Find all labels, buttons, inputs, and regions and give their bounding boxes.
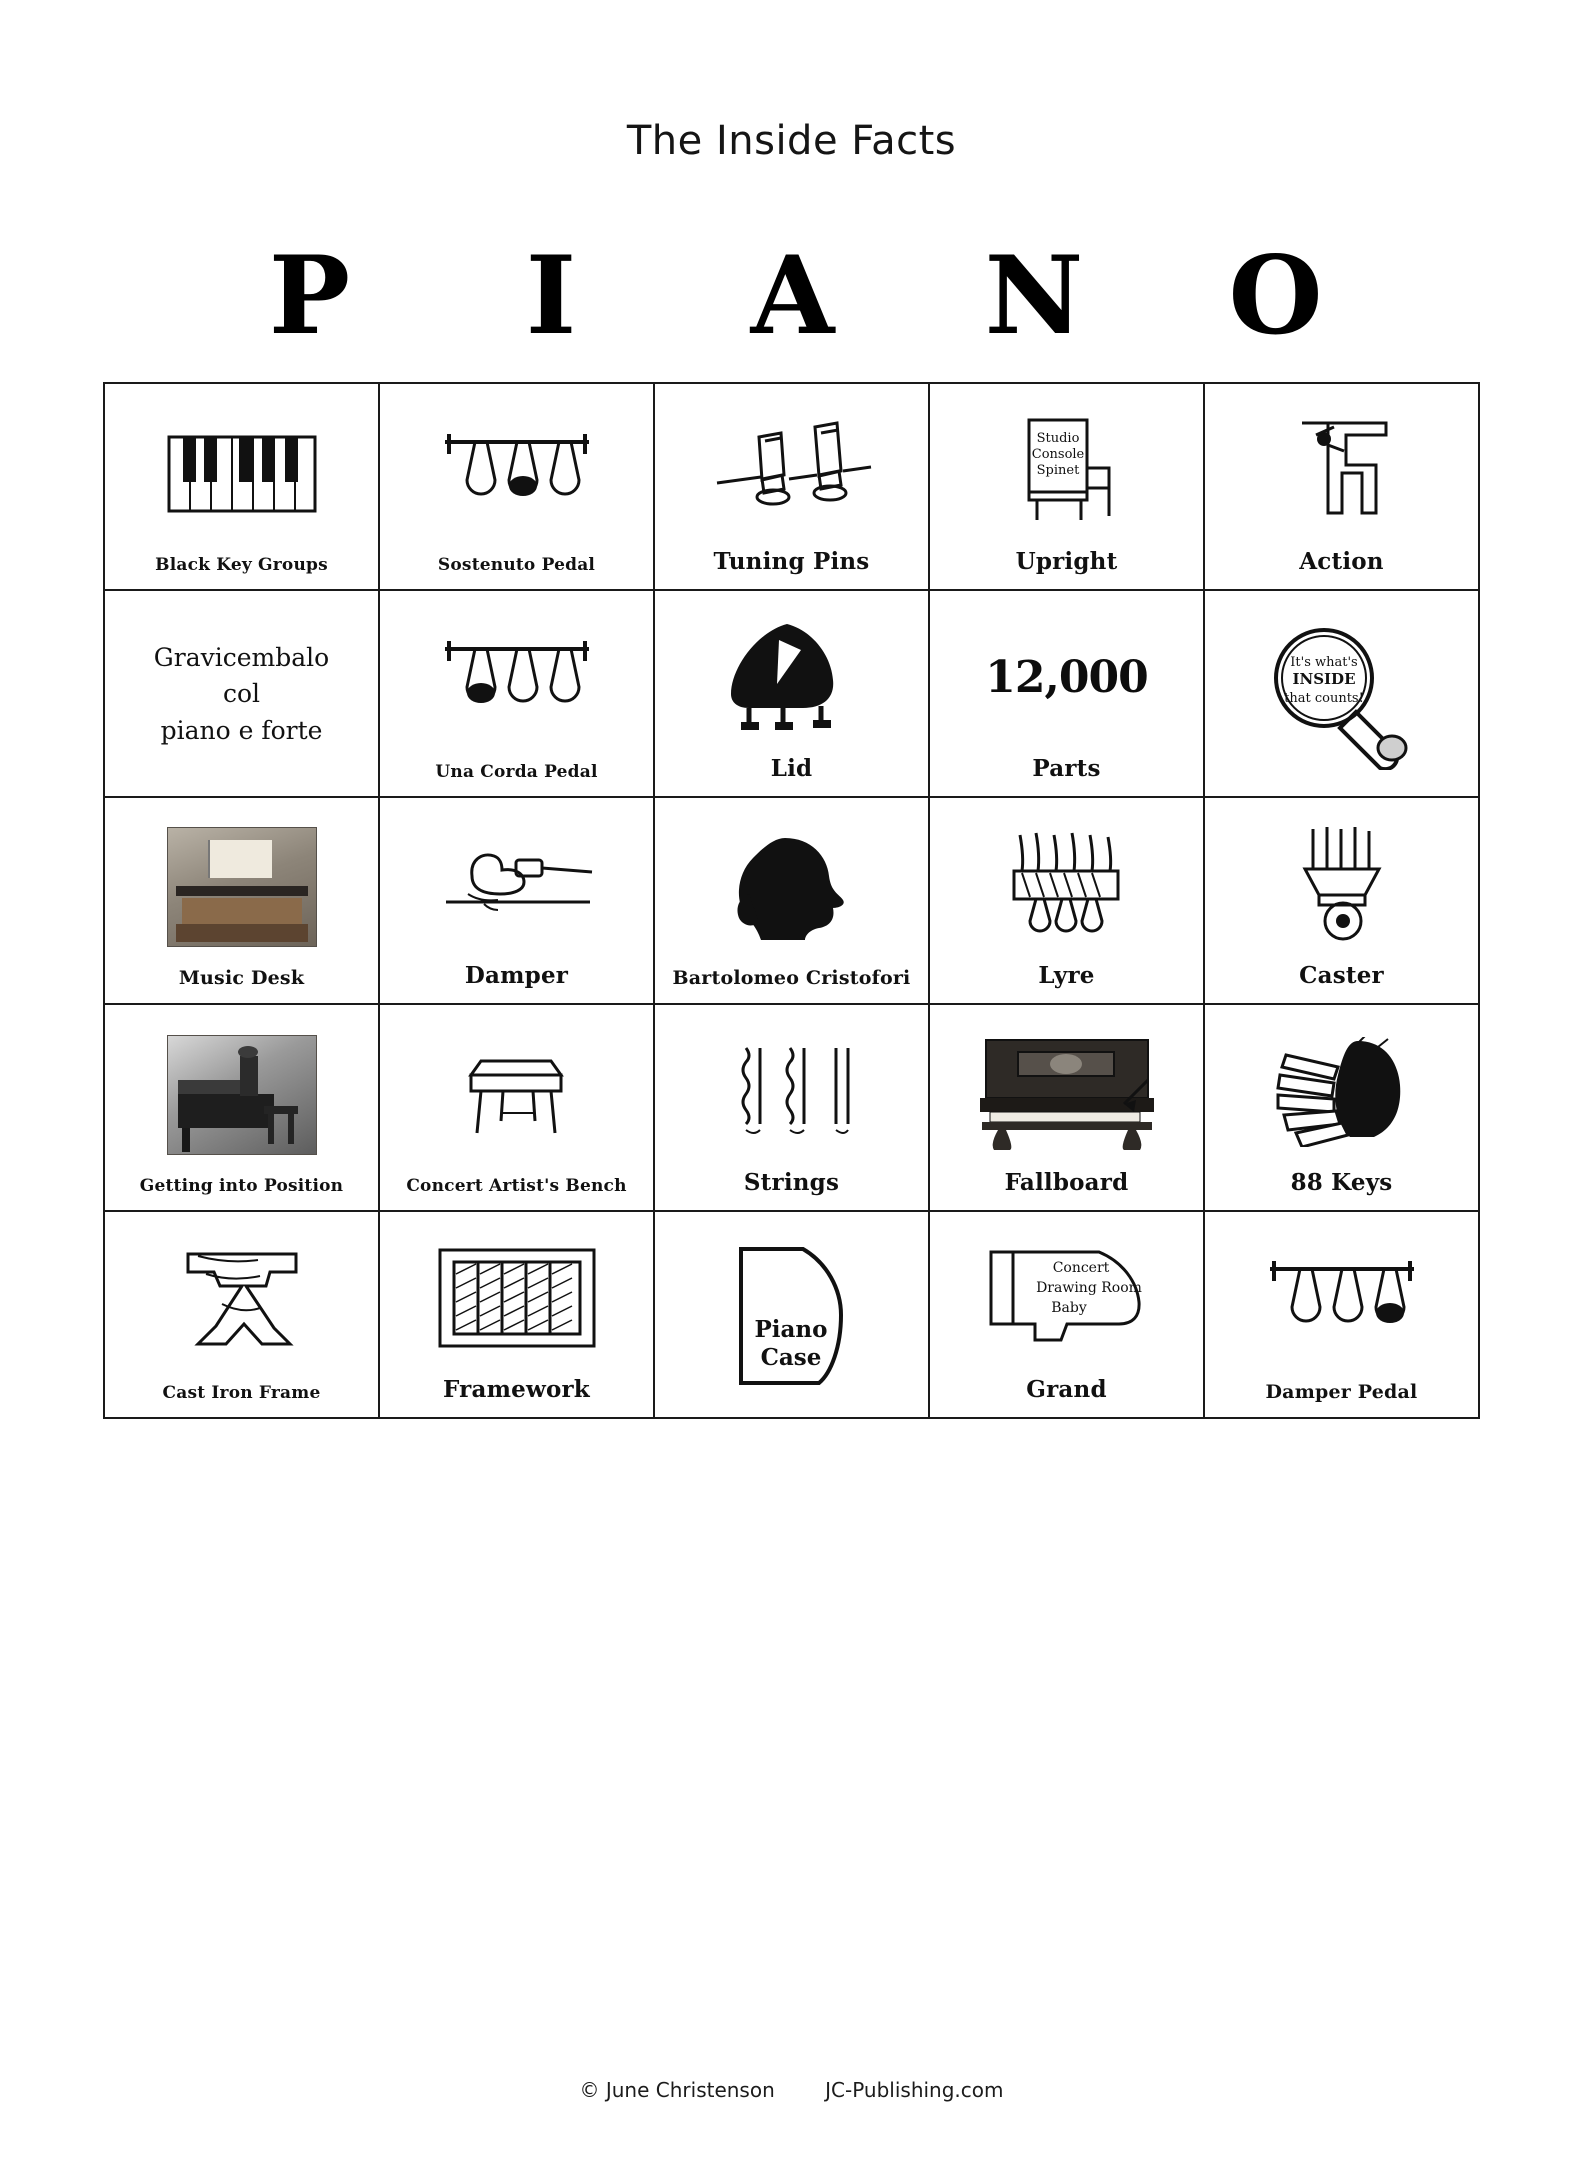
bingo-letter-n: N xyxy=(984,233,1082,359)
cell-label: Getting into Position xyxy=(139,1175,344,1196)
parts-number: 12,000 xyxy=(985,651,1148,703)
cell-label: Action xyxy=(1299,547,1384,575)
cell-label: Grand xyxy=(1026,1375,1107,1403)
grid-cell[interactable] xyxy=(380,1005,655,1212)
cell-label: Upright xyxy=(1015,547,1118,575)
lyre-icon xyxy=(936,808,1197,962)
svg-text:that counts!: that counts! xyxy=(1283,690,1364,706)
bingo-grid xyxy=(103,382,1480,1419)
grid-cell[interactable] xyxy=(655,798,930,1005)
grid-cell[interactable] xyxy=(105,1005,380,1212)
cast-iron-frame-icon xyxy=(111,1222,372,1383)
svg-text:Drawing Room: Drawing Room xyxy=(1035,1279,1142,1296)
grid-cell[interactable] xyxy=(105,591,380,798)
gravicembalo-line-1: Gravicembalo xyxy=(153,643,330,673)
cell-label: Sostenuto Pedal xyxy=(437,554,596,575)
cell-label: Cast Iron Frame xyxy=(162,1382,321,1403)
bench-icon xyxy=(386,1015,647,1176)
three-pedals-right-icon xyxy=(1211,1222,1472,1381)
bingo-word-row xyxy=(192,233,1392,359)
cell-label: Tuning Pins xyxy=(713,547,870,575)
framework-icon xyxy=(386,1222,647,1376)
grid-cell[interactable] xyxy=(930,798,1205,1005)
upright-piano-photo xyxy=(936,1015,1197,1169)
magnifying-glass-icon xyxy=(1211,601,1472,788)
grid-cell[interactable] xyxy=(930,384,1205,591)
damper-icon xyxy=(386,808,647,962)
three-pedals-left-icon xyxy=(386,601,647,762)
svg-text:It's what's: It's what's xyxy=(1289,654,1358,670)
grid-cell[interactable] xyxy=(655,591,930,798)
grid-cell[interactable] xyxy=(380,1212,655,1419)
photo-frame xyxy=(167,827,317,947)
grand-outline-icon xyxy=(936,1222,1197,1376)
gravicembalo-line-2: col xyxy=(222,679,261,709)
cell-label: Lyre xyxy=(1038,961,1095,989)
piano-action-icon xyxy=(1211,394,1472,548)
grid-cell[interactable] xyxy=(105,1212,380,1419)
grid-cell[interactable] xyxy=(655,384,930,591)
grid-cell[interactable] xyxy=(930,1005,1205,1212)
cell-label: Concert Artist's Bench xyxy=(406,1175,627,1196)
parts-count xyxy=(936,601,1197,755)
cell-label: Framework xyxy=(443,1375,590,1403)
cell-label: Damper Pedal xyxy=(1265,1380,1418,1403)
svg-text:Case: Case xyxy=(760,1343,821,1371)
photo-frame xyxy=(167,1035,317,1155)
bingo-letter-o: O xyxy=(1228,233,1321,359)
grid-cell[interactable] xyxy=(105,798,380,1005)
three-pedals-middle-icon xyxy=(386,394,647,555)
cell-label: Black Key Groups xyxy=(155,554,328,575)
cell-label: Una Corda Pedal xyxy=(435,761,598,782)
bingo-letter-p: P xyxy=(268,233,349,359)
cell-label: Caster xyxy=(1299,961,1384,989)
grid-cell[interactable] xyxy=(380,384,655,591)
svg-text:Studio: Studio xyxy=(1036,430,1079,446)
grid-cell[interactable] xyxy=(1205,1005,1480,1212)
pianist-seated-photo xyxy=(111,1015,372,1176)
copyright-text: © June Christenson xyxy=(579,2078,775,2102)
svg-text:Piano: Piano xyxy=(754,1315,827,1343)
bingo-letter-i: I xyxy=(525,233,575,359)
grid-cell[interactable] xyxy=(930,1212,1205,1419)
keys-fan-icon xyxy=(1211,1015,1472,1169)
music-desk-photo xyxy=(111,808,372,967)
svg-text:Baby: Baby xyxy=(1050,1299,1087,1316)
page-title: The Inside Facts xyxy=(626,118,957,164)
caster-icon xyxy=(1211,808,1472,962)
cell-label: Strings xyxy=(743,1168,840,1196)
grid-cell[interactable] xyxy=(1205,798,1480,1005)
grid-cell[interactable] xyxy=(1205,384,1480,591)
tuning-pins-icon xyxy=(661,394,922,548)
cell-label: Parts xyxy=(1032,754,1101,782)
grid-cell[interactable] xyxy=(380,591,655,798)
strings-icon xyxy=(661,1015,922,1169)
cristofori-silhouette-icon xyxy=(661,808,922,967)
cell-label: Lid xyxy=(770,754,813,782)
cell-label: Music Desk xyxy=(178,966,305,989)
grid-cell[interactable] xyxy=(105,384,380,591)
svg-text:Console: Console xyxy=(1031,446,1084,462)
bingo-letter-a: A xyxy=(750,233,833,359)
svg-text:Spinet: Spinet xyxy=(1036,462,1079,478)
svg-text:Concert: Concert xyxy=(1052,1259,1109,1276)
page-footer xyxy=(0,2078,1583,2102)
gravicembalo-text xyxy=(111,601,372,788)
gravicembalo-line-3: piano e forte xyxy=(160,715,323,745)
grid-cell[interactable] xyxy=(380,798,655,1005)
worksheet-page xyxy=(0,118,1583,2166)
cell-label: 88 Keys xyxy=(1290,1168,1393,1196)
piano-case-icon xyxy=(661,1222,922,1409)
website-text: JC-Publishing.com xyxy=(825,2078,1004,2102)
grid-cell[interactable] xyxy=(655,1005,930,1212)
piano-keys-icon xyxy=(111,394,372,555)
upright-piano-icon xyxy=(936,394,1197,548)
grid-cell[interactable] xyxy=(930,591,1205,798)
grand-piano-lid-icon xyxy=(661,601,922,755)
grid-cell[interactable] xyxy=(1205,591,1480,798)
cell-label: Bartolomeo Cristofori xyxy=(672,966,911,989)
grid-cell[interactable] xyxy=(655,1212,930,1419)
grid-cell[interactable] xyxy=(1205,1212,1480,1419)
cell-label: Damper xyxy=(464,961,569,989)
cell-label: Fallboard xyxy=(1004,1168,1129,1196)
svg-text:INSIDE: INSIDE xyxy=(1291,669,1356,688)
